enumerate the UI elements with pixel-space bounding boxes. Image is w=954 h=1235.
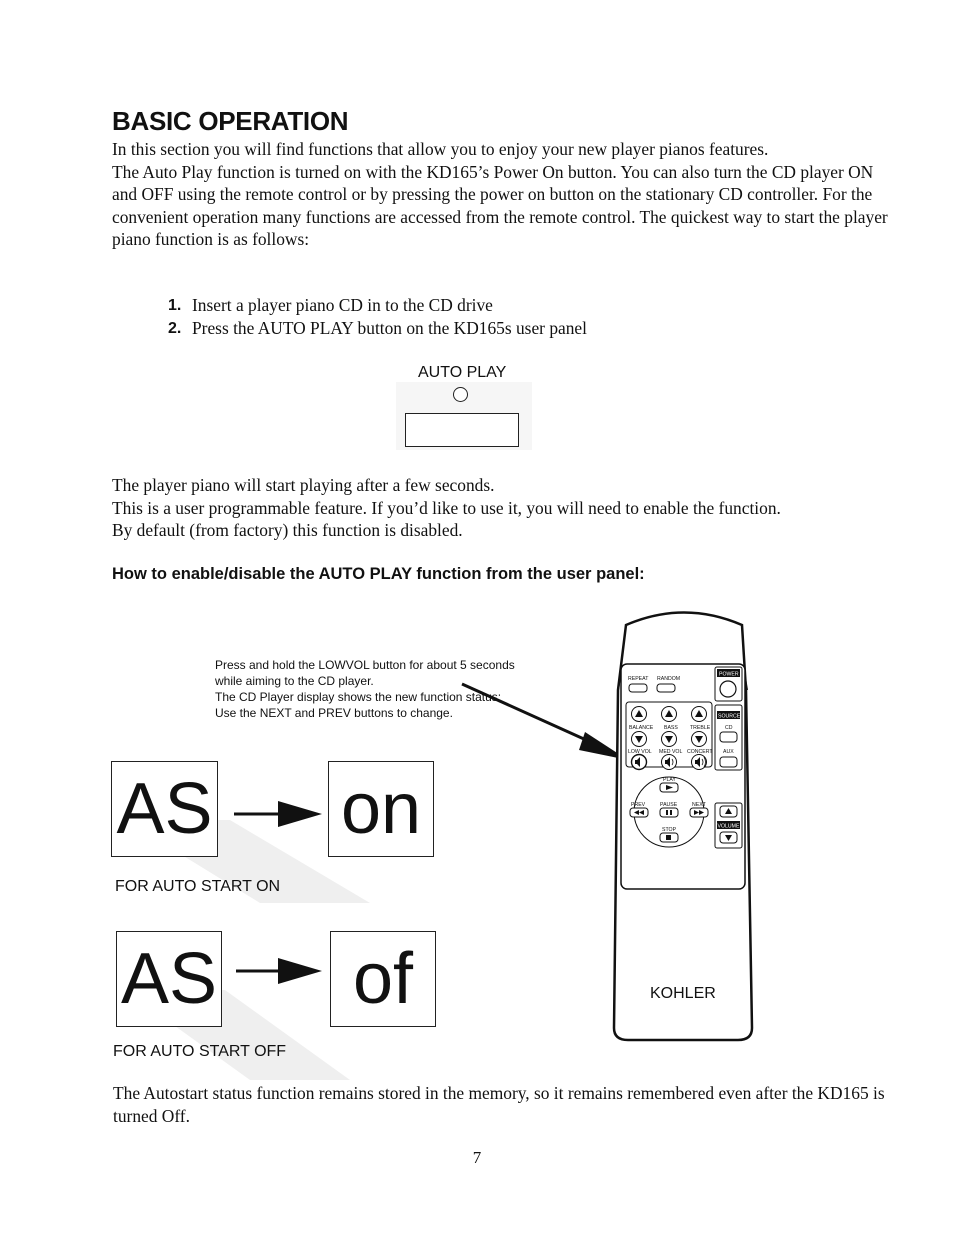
remote-repeat-label: REPEAT <box>628 676 649 682</box>
status-line: This is a user programmable feature. If you’d like to use it, you will need to enable the function. <box>112 497 781 518</box>
page-number: 7 <box>472 1148 482 1167</box>
remote-source-label: SOURCE <box>718 713 741 720</box>
remote-lowvol-label: LOW VOL <box>628 749 652 755</box>
remote-concert-label: CONCERT <box>687 749 713 755</box>
remote-cd-button[interactable] <box>720 732 737 742</box>
arrow-off <box>236 958 322 984</box>
intro-paragraph-1: In this section you will find functions that allow you to enjoy your new player pianos features. <box>112 139 769 159</box>
intro-paragraph-2: The Auto Play function is turned on with the KD165’s Power On button. You can also turn the CD player ON and OFF using the remote control or by pressing the power on button on the stationary CD controller. For the convenient operation many functions are accessed from the remote control. The quickest way to start the player piano function is as follows: <box>112 161 888 249</box>
display-as-on: AS <box>111 761 218 857</box>
status-line: The player piano will start playing after a few seconds. <box>112 475 495 495</box>
step-number: 1. <box>168 297 182 314</box>
remote-aux-label: AUX <box>723 749 734 755</box>
display-of: of <box>330 931 436 1027</box>
remote-balance-label: BALANCE <box>629 725 654 731</box>
remote-random-button[interactable] <box>657 684 675 692</box>
remote-pause-label: PAUSE <box>660 802 678 808</box>
remote-random-label: RANDOM <box>657 676 681 682</box>
callout-line: Press and hold the LOWVOL button for about 5 seconds while aiming to the CD player. <box>215 658 515 688</box>
footer-paragraph: The Autostart status function remains stored in the memory, so it remains remembered even after the KD165 is turned Off. <box>113 1083 885 1126</box>
remote-treble-label: TREBLE <box>690 725 711 731</box>
howto-heading: How to enable/disable the AUTO PLAY function from the user panel: <box>112 565 645 583</box>
remote-play-label: PLAY <box>663 777 676 783</box>
caption-auto-start-on: FOR AUTO START ON <box>115 878 281 895</box>
remote-stop-label: STOP <box>662 827 677 833</box>
autoplay-label: AUTO PLAY <box>418 364 507 381</box>
display-as-off: AS <box>116 931 222 1027</box>
section-title: BASIC OPERATION <box>112 106 349 136</box>
remote-medvol-label: MED VOL <box>659 749 683 755</box>
remote-repeat-button[interactable] <box>629 684 647 692</box>
step-number: 2. <box>168 320 182 337</box>
status-line: By default (from factory) this function is disabled. <box>112 520 463 540</box>
callout-pointer-arrow <box>462 684 628 760</box>
footer-text <box>113 1082 893 1127</box>
step-text: Insert a player piano CD in to the CD drive <box>192 295 493 315</box>
caption-auto-start-off: FOR AUTO START OFF <box>113 1043 287 1060</box>
remote-power-button[interactable] <box>720 681 736 697</box>
remote-brand-label: KOHLER <box>650 985 716 1002</box>
remote-cd-label: CD <box>725 725 733 731</box>
remote-volume-label: VOLUME <box>717 823 740 830</box>
arrow-on <box>234 801 322 827</box>
remote-next-label: NEXT <box>692 802 706 808</box>
remote-pause-button[interactable] <box>660 808 678 817</box>
remote-bass-label: BASS <box>664 725 678 731</box>
step-text: Press the AUTO PLAY button on the KD165s user panel <box>192 318 587 338</box>
remote-prev-label: PREV <box>631 802 646 808</box>
remote-aux-button[interactable] <box>720 757 737 767</box>
display-on: on <box>328 761 434 857</box>
callout-line: The CD Player display shows the new function status; Use the NEXT and PREV buttons to change. <box>215 690 502 720</box>
remote-power-label: POWER <box>719 671 739 678</box>
